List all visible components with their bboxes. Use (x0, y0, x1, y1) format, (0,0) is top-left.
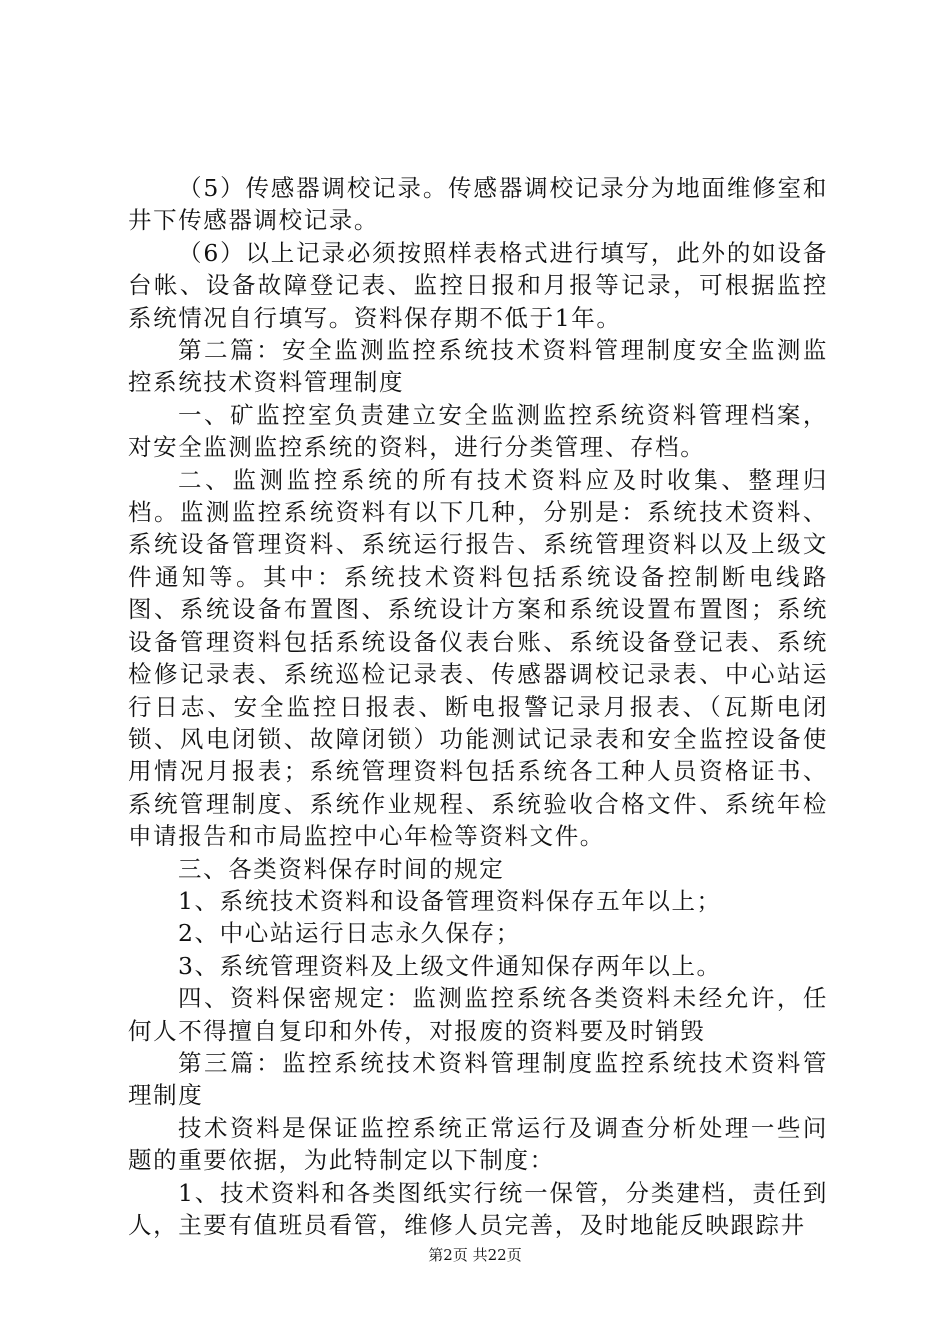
paragraph-rule-one: 1、技术资料和各类图纸实行统一保管，分类建档，责任到人，主要有值班员看管，维修人员完善，及时地能反映跟踪井 (128, 1178, 828, 1239)
paragraph-item-three-retention: 三、各类资料保存时间的规定 (178, 854, 505, 883)
paragraph-item-four-confidentiality: 四、资料保密规定：监测监控系统各类资料未经允许，任何人不得擅自复印和外传，对报废的资料要及时销毁 (128, 984, 828, 1045)
section-heading-part-two: 第二篇：安全监测监控系统技术资料管理制度安全监测监控系统技术资料管理制度 (128, 336, 828, 397)
paragraph-sensor-calibration-record: （5）传感器调校记录。传感器调校记录分为地面维修室和井下传感器调校记录。 (128, 174, 828, 235)
section-heading-part-three: 第三篇：监控系统技术资料管理制度监控系统技术资料管理制度 (128, 1048, 828, 1110)
page-number-footer: 第2页 共22页 (428, 1246, 522, 1264)
paragraph-item-two-materials: 二、监测监控系统的所有技术资料应及时收集、整理归档。监测监控系统资料有以下几种，分别是：系统技术资料、系统设备管理资料、系统运行报告、系统管理资料以及上级文件通知等。其中：系统技术资料包括系统设备控制断电线路图、系统设备布置图、系统设计方案和系统设置布置图；系统设备管理资料包括系统设备仪表台账、系统设备登记表、系统检修记录表、系统巡检记录表、传感器调校记录表、中心站运行日志、安全监控日报表、断电报警记录月报表、（瓦斯电闭锁、风电闭锁、故障闭锁）功能测试记录表和安全监控设备使用情况月报表；系统管理资料包括系统各工种人员资格证书、系统管理制度、系统作业规程、系统验收合格文件、系统年检申请报告和市局监控中心年检等资料文件。 (128, 465, 828, 851)
paragraph-record-form-requirement: （6）以上记录必须按照样表格式进行填写，此外的如设备台帐、设备故障登记表、监控日报和月报等记录，可根据监控系统情况自行填写。资料保存期不低于1年。 (128, 238, 828, 332)
list-item-retention-3: 3、系统管理资料及上级文件通知保存两年以上。 (178, 951, 722, 980)
paragraph-item-one-archive: 一、矿监控室负责建立安全监测监控系统资料管理档案，对安全监测监控系统的资料，进行分类管理、存档。 (128, 400, 828, 462)
list-item-retention-2: 2、中心站运行日志永久保存； (178, 919, 521, 948)
list-item-retention-1: 1、系统技术资料和设备管理资料保存五年以上； (178, 886, 722, 915)
document-body (128, 172, 828, 1241)
paragraph-technical-data-intro: 技术资料是保证监控系统正常运行及调查分析处理一些问题的重要依据，为此特制定以下制度： (128, 1113, 828, 1175)
